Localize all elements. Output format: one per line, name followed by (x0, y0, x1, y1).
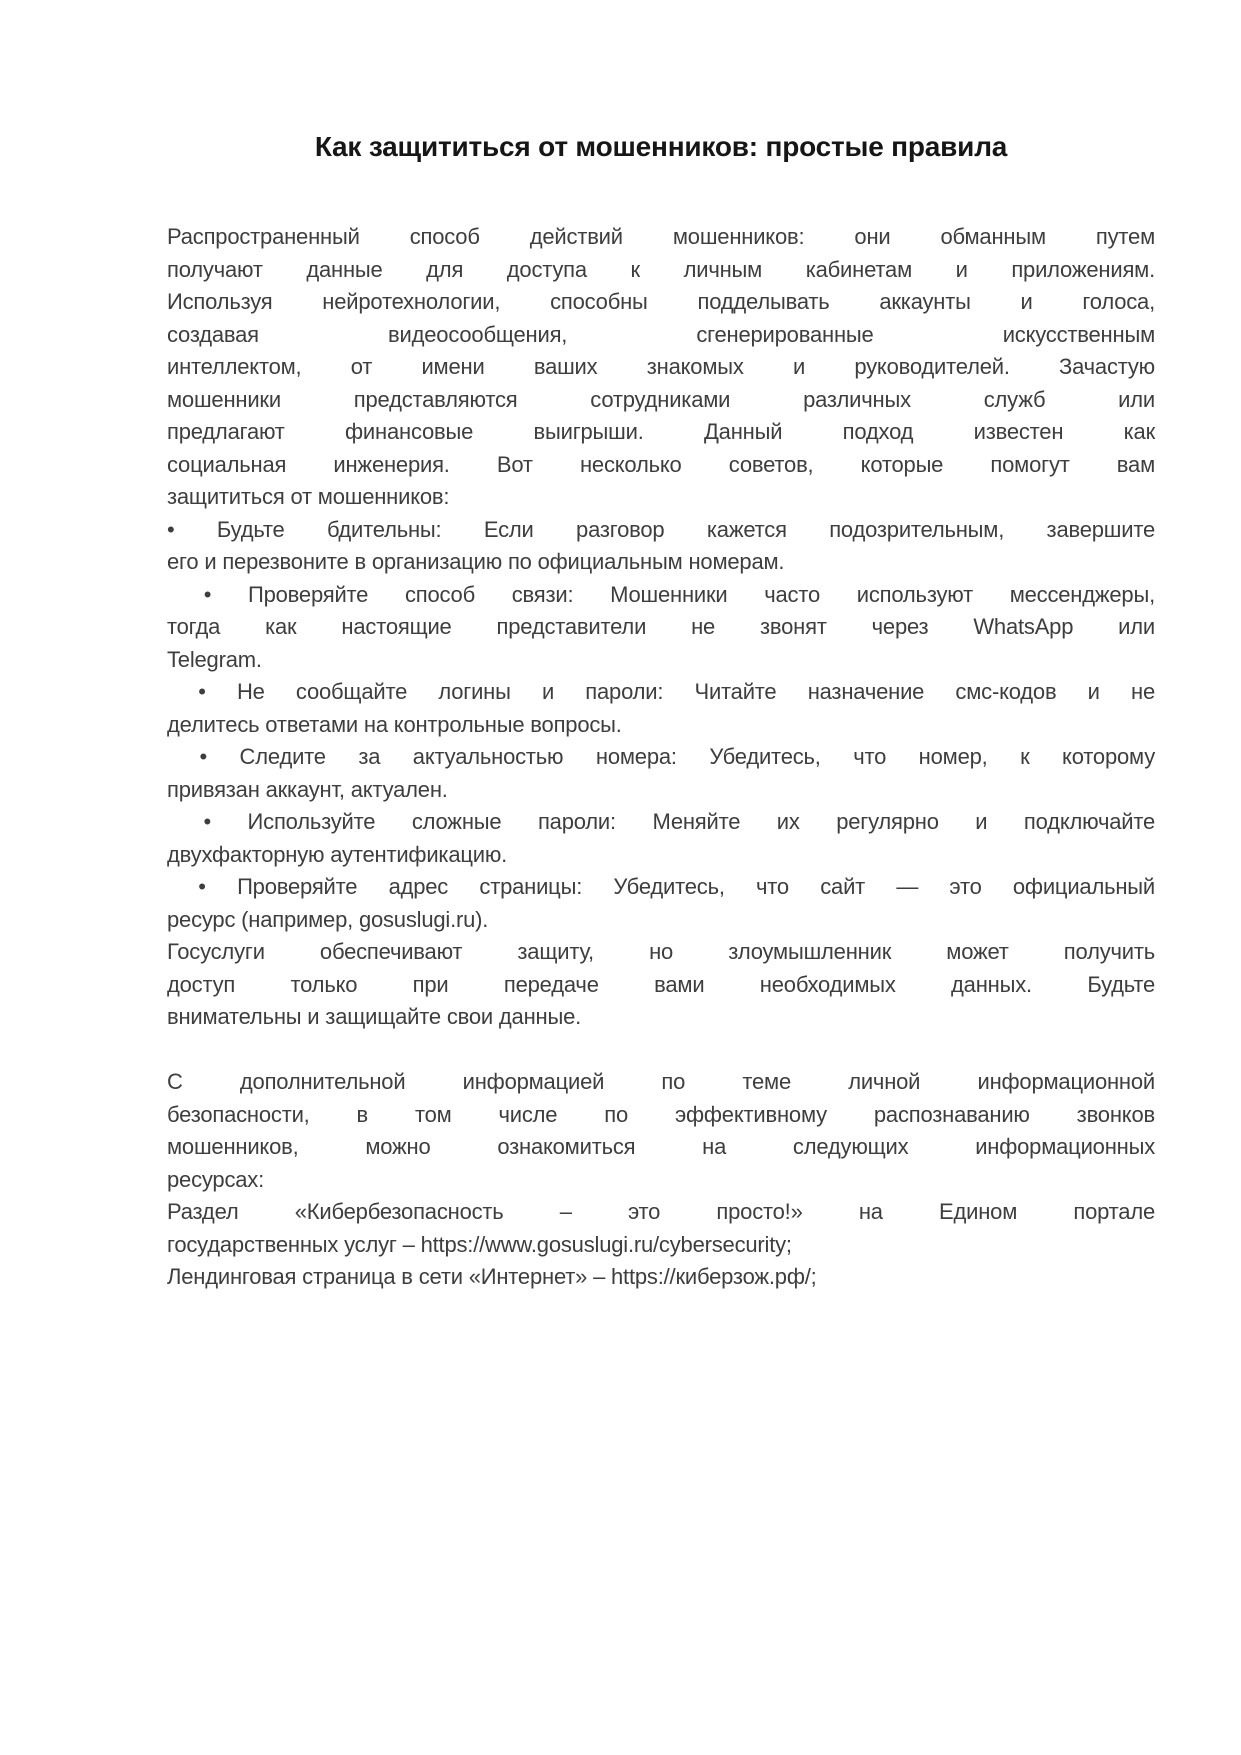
text-line: • Будьте бдительны: Если разговор кажется подозрительным, завершите (167, 516, 1155, 542)
paragraph-bullet-strong-passwords (167, 806, 1155, 871)
text-line: Раздел «Кибербезопасность – это просто!» на Едином портале (167, 1199, 1155, 1224)
text-line: ресурсах: (167, 1166, 265, 1192)
paragraph-intro (167, 221, 1155, 514)
text-line: его и перезвоните в организацию по официальным номерам. (167, 549, 785, 574)
document-body (167, 221, 1155, 1294)
text-line: Используя нейротехнологии, способны подделывать аккаунты и голоса, (167, 289, 1155, 314)
text-line: Госуслуги обеспечивают защиту, но злоумышленник может получить (167, 939, 1155, 964)
text-line: создавая видеосообщения, сгенерированные искусственным (167, 321, 1155, 347)
text-line: привязан аккаунт, актуален. (167, 776, 448, 802)
text-line: предлагают финансовые выигрыши. Данный подход известен как (167, 419, 1155, 444)
paragraph-bullet-check-page-address (167, 871, 1155, 936)
text-line: Распространенный способ действий мошенников: они обманным путем (167, 224, 1155, 249)
text-line: • Используйте сложные пароли: Меняйте их регулярно и подключайте (167, 809, 1155, 834)
text-line: • Не сообщайте логины и пароли: Читайте назначение смс-кодов и не (167, 679, 1155, 704)
text-line: С дополнительной информацией по теме личной информационной (167, 1069, 1155, 1094)
paragraph-bullet-be-vigilant (167, 514, 1155, 579)
text-line: Telegram. (167, 646, 262, 672)
text-line: безопасности, в том числе по эффективному распознаванию звонков (167, 1101, 1155, 1127)
text-line: делитесь ответами на контрольные вопросы. (167, 711, 622, 737)
text-line: внимательны и защищайте свои данные. (167, 1004, 582, 1029)
paragraph-resource-cybersecurity-portal (167, 1196, 1155, 1261)
paragraph-bullet-check-contact-method (167, 579, 1155, 677)
text-line: • Проверяйте адрес страницы: Убедитесь, что сайт — это официальный (167, 874, 1155, 899)
text-line: ресурс (например, gosuslugi.ru). (167, 906, 489, 932)
paragraph-resource-landing-page (167, 1261, 1155, 1294)
paragraph-bullet-no-logins-passwords (167, 676, 1155, 741)
text-line: интеллектом, от имени ваших знакомых и руководителей. Зачастую (167, 354, 1155, 379)
text-line: государственных услуг – https://www.gosuslugi.ru/cybersecurity; (167, 1231, 792, 1257)
text-line: защититься от мошенников: (167, 484, 450, 509)
text-line: тогда как настоящие представители не звонят через WhatsApp или (167, 614, 1155, 639)
document-title: Как защититься от мошенников: простые правила (314, 131, 1008, 162)
text-line: • Следите за актуальностью номера: Убедитесь, что номер, к которому (167, 744, 1155, 769)
text-line: мошенники представляются сотрудниками различных служб или (167, 386, 1155, 412)
text-line: • Проверяйте способ связи: Мошенники часто используют мессенджеры, (167, 581, 1155, 607)
paragraph-additional-info (167, 1066, 1155, 1196)
text-line: двухфакторную аутентификацию. (167, 841, 508, 867)
text-line: Лендинговая страница в сети «Интернет» – https://киберзож.рф/; (167, 1264, 817, 1289)
text-line: получают данные для доступа к личным кабинетам и приложениям. (167, 256, 1155, 282)
text-line: доступ только при передаче вами необходимых данных. Будьте (167, 971, 1155, 997)
paragraph-bullet-number-actuality (167, 741, 1155, 806)
text-line: социальная инженерия. Вот несколько советов, которые помогут вам (167, 451, 1155, 477)
text-line: мошенников, можно ознакомиться на следующих информационных (167, 1134, 1155, 1159)
paragraph-gosuslugi-note (167, 936, 1155, 1034)
document-content-column (167, 0, 1155, 1294)
